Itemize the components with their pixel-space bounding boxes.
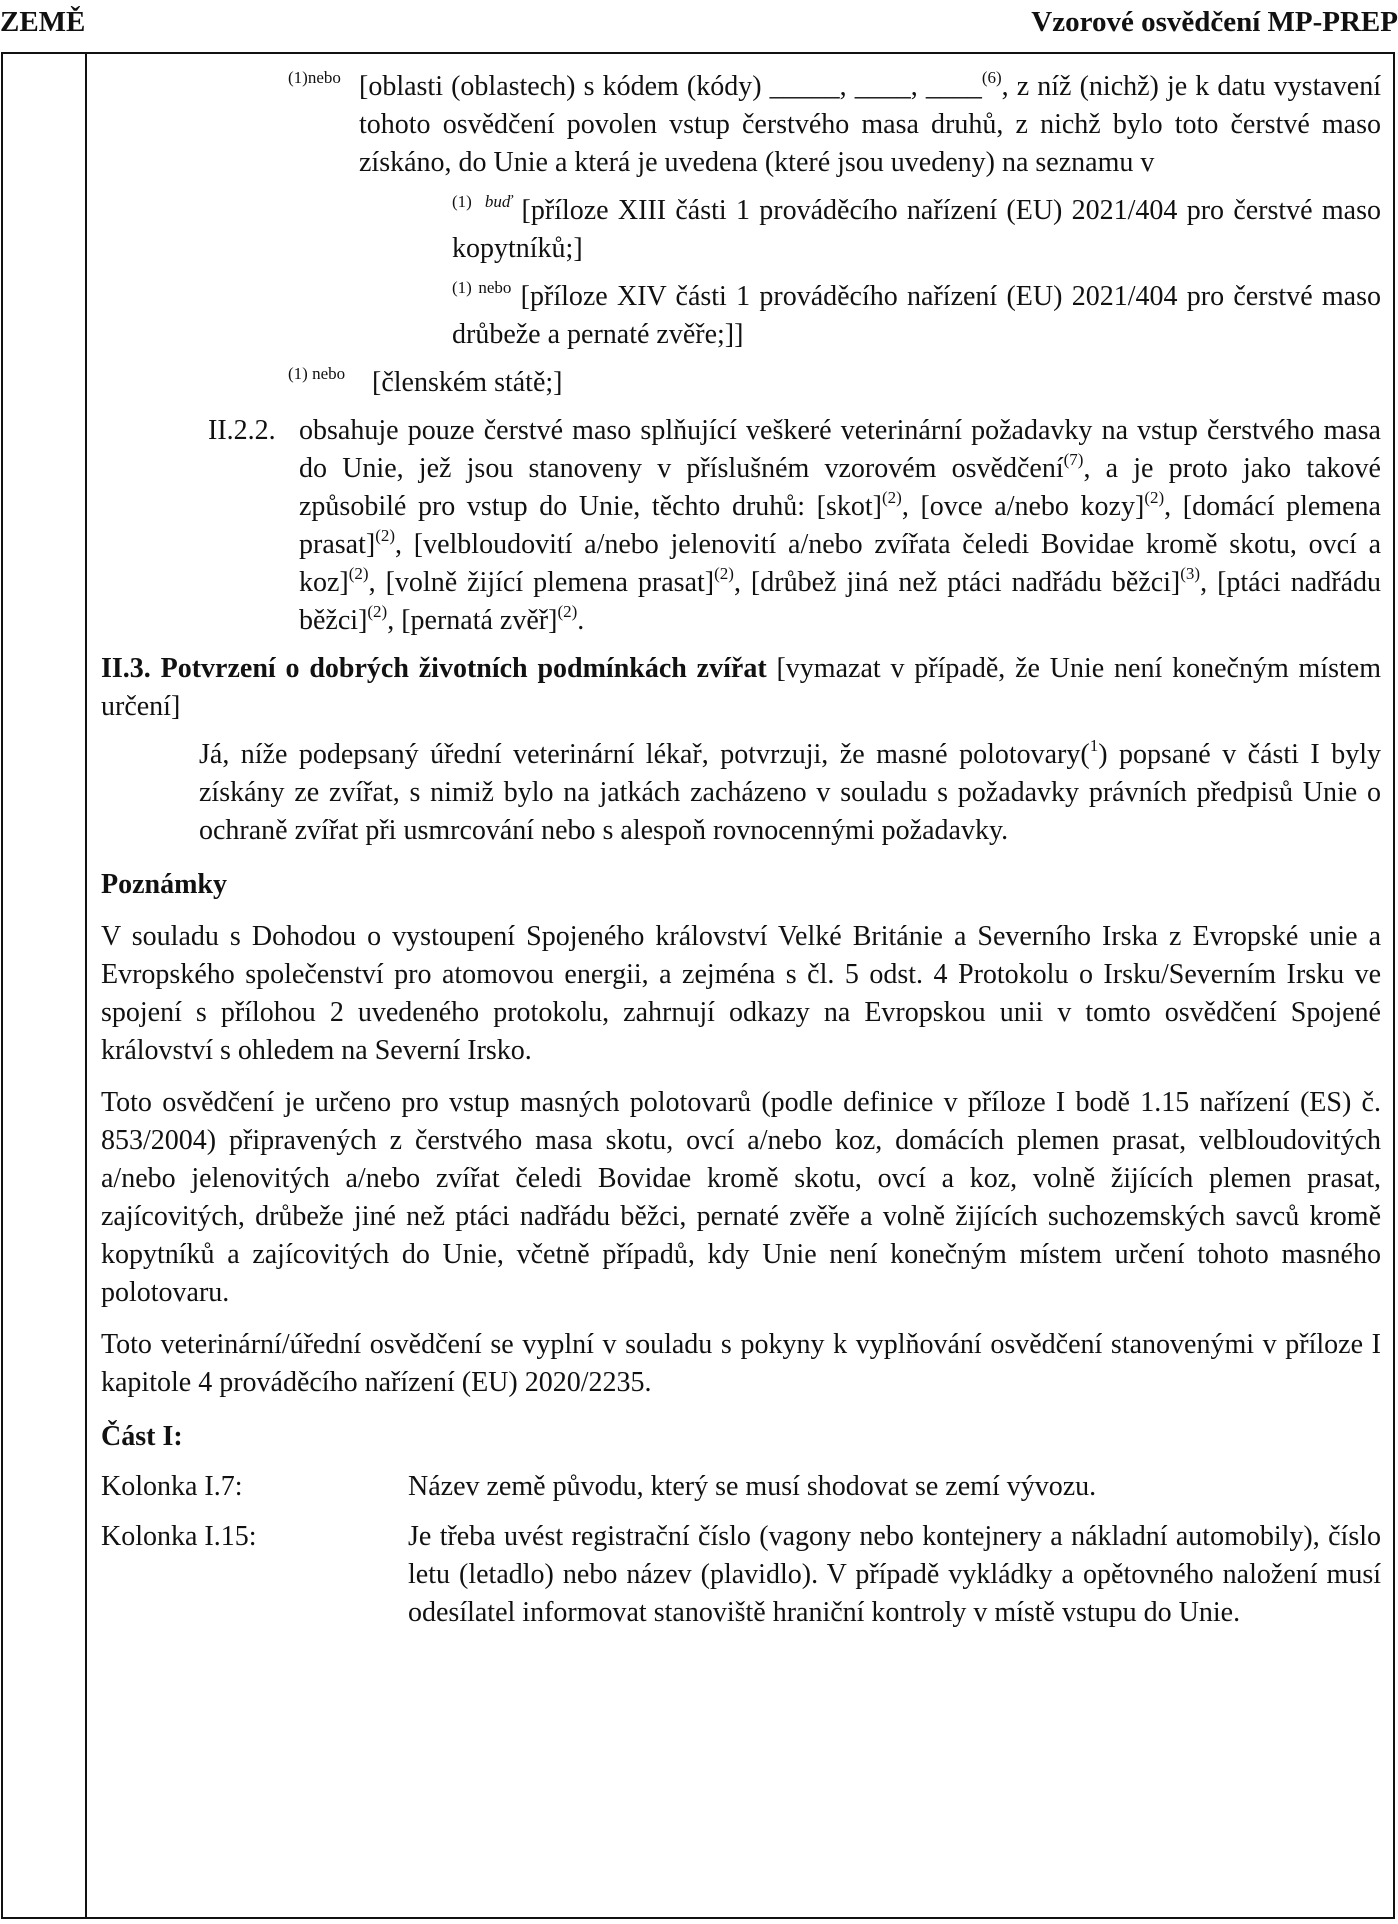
section-text: , [domácí plemena prasat] (299, 491, 1381, 560)
option-text: [členském státě;] (372, 367, 563, 398)
option-text: [oblasti (oblastech) s kódem (kódy) _____, ____, ____ (359, 71, 982, 102)
declaration-text: ) popsané v části I byly získány ze zvířat, s nimiž bylo na jatkách zacházeno v souladu s požadavky právních předpisů Unie o ochraně zvířat při usmrcování nebo s alespoň rovnocennými požadavky. (199, 739, 1381, 846)
footnote-ref: (2) (375, 526, 396, 545)
box-note-row (101, 1468, 1381, 1506)
notes-paragraph: Toto veterinární/úřední osvědčení se vyplní v souladu s pokyny k vyplňování osvědčení stanovenými v příloze I kapitole 4 prováděcího nařízení (EU) 2020/2235. (101, 1329, 1381, 1398)
section-ii-3 (101, 650, 1381, 726)
box-text: Je třeba uvést registrační číslo (vagony nebo kontejnery a nákladní automobily), číslo letu (letadlo) nebo název (plavidlo). V případě vykládky a opětovného naložení musí odesílatel informovat stanoviště hraniční kontroly v místě vstupu do Unie. (408, 1521, 1381, 1628)
option-text: [příloze XIV části 1 prováděcího nařízení (EU) 2021/404 pro čerstvé maso drůbeže a pernaté zvěře;]] (452, 281, 1382, 350)
section-text: , [pernatá zvěř] (387, 605, 558, 636)
option-marker: (1) buď (452, 192, 513, 211)
footnote-ref: (2) (714, 564, 734, 583)
section-text: , [drůbež jiná než ptáci nadřádu běžci] (733, 567, 1181, 598)
box-text: Název země původu, který se musí shodovat se zemí vývozu. (408, 1471, 1097, 1502)
section-text: , a je proto jako takové způsobilé pro vstup do Unie, těchto druhů: [skot] (299, 453, 1381, 522)
option-text: , z níž (nichž) je k datu vystavení tohoto osvědčení povolen vstup čerstvého masa druhů, z nichž bylo toto čerstvé maso získáno, do Unie a která je uvedena (které jsou uvedeny) na seznamu v (359, 71, 1381, 178)
section-heading: II.3. Potvrzení o dobrých životních podmínkách zvířat (101, 653, 767, 684)
notes-paragraph: Toto osvědčení je určeno pro vstup masných polotovarů (podle definice v příloze I bodě 1.15 nařízení (ES) č. 853/2004) připravených z čerstvého masa skotu, ovcí a/nebo koz, domácích plemen prasat, velbloudovitých a/nebo jelenovitých a/nebo zvířat čeledi Bovidae kromě skotu, ovcí a koz, volně žijících plemen prasat, zajícovitých, drůbeže jiné než ptáci nadřádu běžci, pernaté zvěře a volně žijících suchozemských savců kromě kopytníků a zajícovitých do Unie, včetně případů, kdy Unie není konečným místem určení tohoto masného polotovaru. (101, 1087, 1381, 1308)
certificate-title: Vzorové osvědčení MP-PREP (1031, 6, 1398, 38)
footnote-ref: (2) (882, 488, 902, 507)
section-text: , [volně žijící plemena prasat] (368, 567, 715, 598)
box-label: Kolonka I.7: (101, 1471, 243, 1502)
part-i-heading: Část I: (101, 1421, 183, 1452)
option-text: [příloze XIII části 1 prováděcího nařízení (EU) 2021/404 pro čerstvé maso kopytníků;] (452, 195, 1382, 264)
footnote-ref: (7) (1063, 450, 1084, 469)
option-marker-word: buď (484, 192, 513, 211)
certificate-body (101, 68, 1381, 1632)
box-note-row (101, 1518, 1381, 1632)
section-text: , [ptáci nadřádu běžci] (299, 567, 1381, 636)
section-text: , [ovce a/nebo kozy] (901, 491, 1145, 522)
footnote-ref: (2) (557, 602, 578, 621)
footnote-ref: (6) (981, 68, 1002, 87)
option-member-state (288, 364, 1381, 402)
section-text: , [velbloudovití a/nebo jelenovití a/nebo zvířata čeledi Bovida (395, 529, 1122, 560)
box-label: Kolonka I.15: (101, 1521, 257, 1552)
footnote-ref: (2) (367, 602, 388, 621)
footnote-ref: 1 (1089, 736, 1099, 755)
notes-paragraph: V souladu s Dohodou o vystoupení Spojeného království Velké Británie a Severního Irska z Evropské unie a Evropského společenství pro atomovou energii, a zejména s čl. 5 odst. 4 Protokolu o Irsku/Severním Irsku ve spojení s přílohou 2 uvedeného protokolu, zahrnují odkazy na Evropskou unii v tomto osvědčení Spojené království s ohledem na Severní Irsko. (101, 921, 1381, 1066)
section-number: II.2.2. (208, 415, 276, 446)
welfare-declaration (199, 736, 1381, 850)
footnote-ref: (2) (348, 564, 369, 583)
option-marker: (1) nebo (452, 278, 512, 297)
option-marker: (1) nebo (288, 364, 346, 383)
footnote-ref: (3) (1180, 564, 1201, 583)
left-margin-rule (85, 52, 87, 1919)
section-text: . (577, 605, 585, 636)
section-ii-2-2 (208, 412, 1381, 640)
notes-heading: Poznámky (101, 869, 227, 900)
country-heading: ZEMĚ (0, 6, 86, 38)
option-marker: (1)nebo (288, 68, 341, 87)
declaration-text: Já, níže podepsaný úřední veterinární lékař, potvrzuji, že masné polotovary( (199, 739, 1090, 770)
option-annex-xiv (452, 278, 1381, 354)
option-annex-xiii (452, 192, 1381, 268)
section-heading-note: [vymazat v případě, že Unie není konečným místem určení] (101, 653, 1381, 722)
option-regions (288, 68, 1381, 182)
section-text: e kromě skotu, ovcí a koz] (299, 529, 1381, 598)
page-header (0, 0, 1398, 52)
footnote-ref: (2) (1144, 488, 1165, 507)
section-text: obsahuje pouze čerstvé maso splňující veškeré veterinární požadavky na vstup čerstvého masa do Unie, jež jsou stanoveny v příslušném vzorovém osvědčení (299, 415, 1381, 484)
